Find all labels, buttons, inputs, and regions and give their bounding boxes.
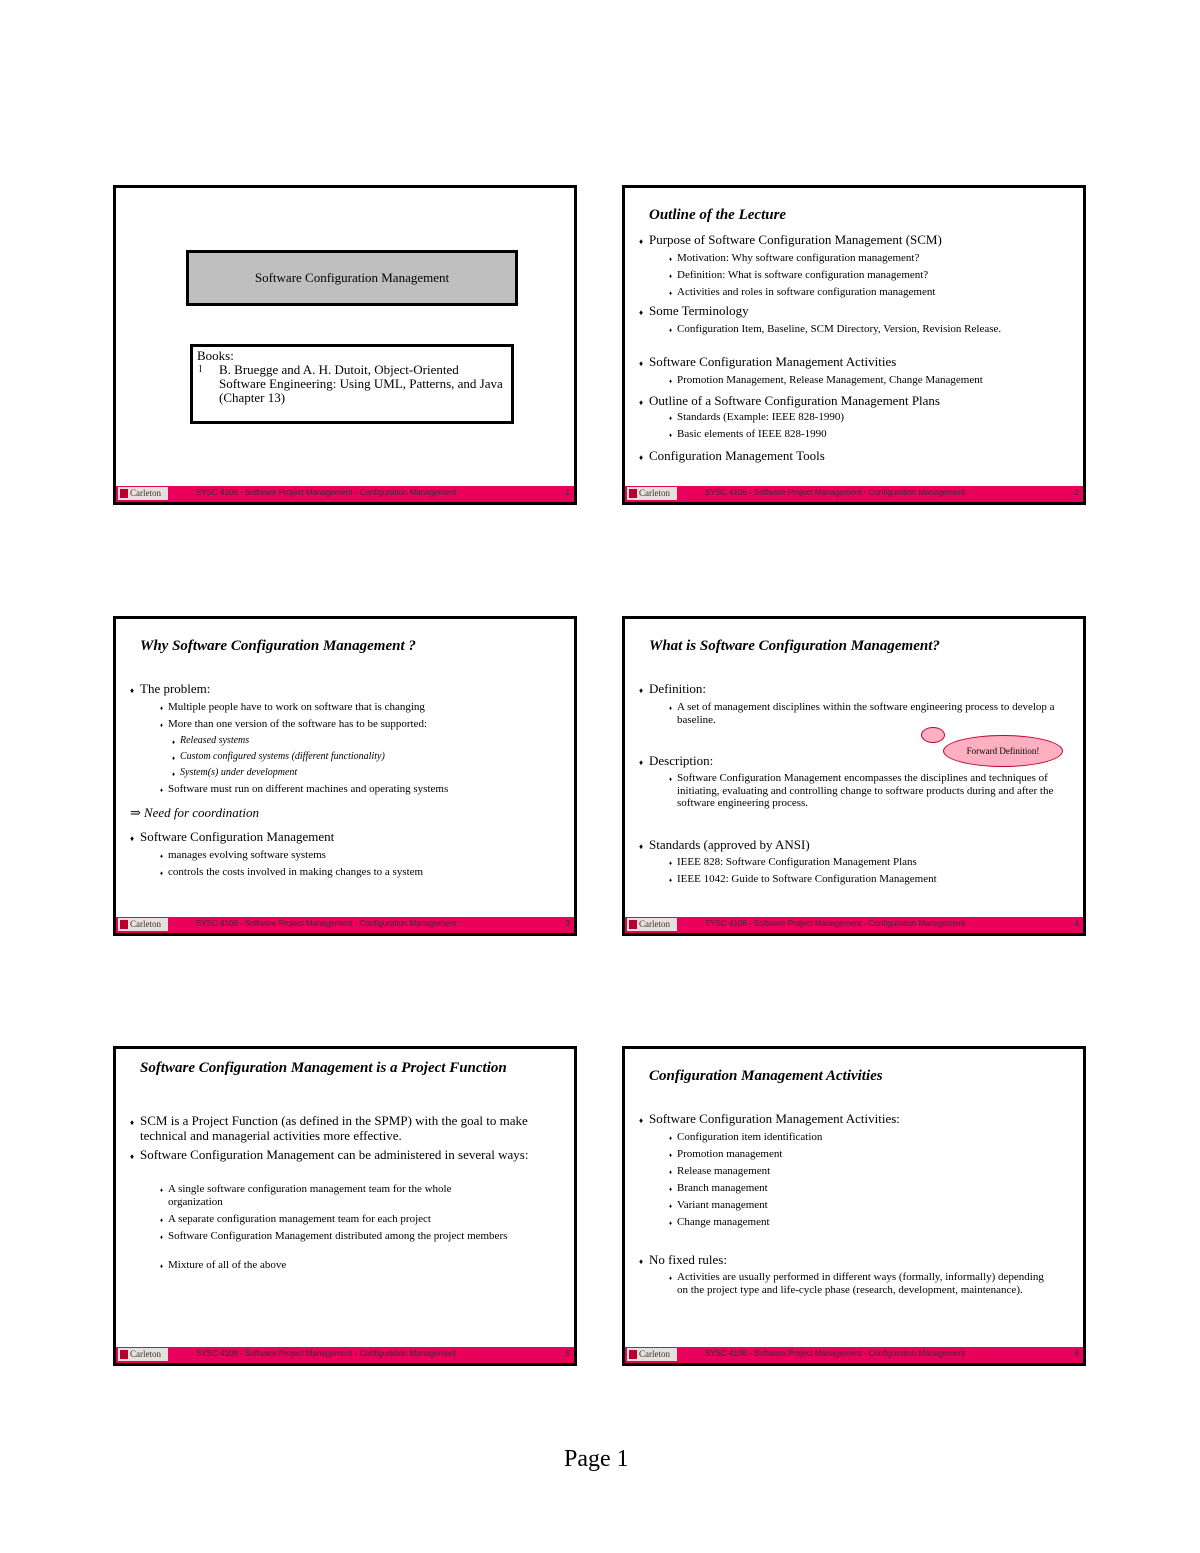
slide-title: Software Configuration Management: [254, 270, 450, 285]
coordination-note: ⇒ Need for coordination: [130, 805, 259, 820]
list-item: ♦ Release management: [677, 1165, 1057, 1178]
slide-title-box: [186, 250, 518, 306]
slide-footer: [116, 486, 574, 502]
callout-tail: [921, 727, 945, 743]
slide-title: Configuration Management Activities: [649, 1068, 883, 1084]
list-item: ♦ Software Configuration Management can be administered in several ways:: [140, 1147, 550, 1162]
slide-number: 4: [1074, 919, 1079, 928]
slide-2: [622, 185, 1086, 505]
list-item: ♦ Some Terminology: [649, 303, 1069, 318]
list-item: ♦ manages evolving software systems: [168, 849, 548, 862]
list-item: ♦ Activities are usually performed in different ways (formally, informally) depending on the project type and life-cycle phase (research, development, maintenance).: [677, 1271, 1057, 1296]
slide-number: 2: [1074, 488, 1079, 497]
list-item: ♦ Motivation: Why software configuration management?: [677, 252, 1057, 265]
list-item: ♦ IEEE 1042: Guide to Software Configuration Management: [677, 873, 1057, 886]
list-item: ♦ Configuration Item, Baseline, SCM Directory, Version, Revision Release.: [677, 323, 1017, 336]
list-item: ♦ No fixed rules:: [649, 1252, 1069, 1267]
list-item: ♦ Software Configuration Management: [140, 829, 560, 844]
slide-number: 6: [1074, 1349, 1079, 1358]
slide-title: Why Software Configuration Management ?: [140, 638, 416, 654]
list-item: ♦ SCM is a Project Function (as defined in the SPMP) with the goal to make technical and managerial activities more effective.: [140, 1113, 550, 1143]
list-item: ♦ Configuration item identification: [677, 1131, 1057, 1144]
slide-5: [113, 1046, 577, 1366]
slide-title: Outline of the Lecture: [649, 207, 787, 223]
carleton-logo: Carleton: [627, 1348, 677, 1361]
slide-title: Software Configuration Management is a Project Function: [140, 1060, 507, 1076]
list-item: ♦ Released systems: [180, 735, 249, 747]
slide-4: [622, 616, 1086, 936]
slide-number: 5: [565, 1349, 570, 1358]
slide-footer: [116, 917, 574, 933]
list-item: ♦ Activities and roles in software configuration management: [677, 286, 1057, 299]
footer-text: SYSC 4106 - Software Project Management - Configuration Management: [196, 1349, 457, 1358]
list-item: ♦ Promotion management: [677, 1148, 1057, 1161]
slide-1: [113, 185, 577, 505]
slide-footer: [625, 1347, 1083, 1363]
carleton-logo: Carleton: [118, 487, 168, 500]
carleton-logo: Carleton: [118, 918, 168, 931]
logo-mark-icon: [120, 920, 128, 929]
footer-text: SYSC 4106 - Software Project Management - Configuration Management: [196, 488, 457, 497]
list-item: ♦ Software Configuration Management encompasses the disciplines and techniques of initiating, evaluating and controlling change to software products during and after the software engineering process.: [677, 772, 1057, 810]
callout-text: Forward Definition!: [966, 746, 1040, 756]
books-label: Books:: [197, 348, 234, 363]
list-item: ♦ Multiple people have to work on software that is changing: [168, 701, 548, 714]
books-box: [190, 344, 514, 424]
footer-text: SYSC 4106 - Software Project Management - Configuration Management: [705, 488, 966, 497]
list-item: ♦ A separate configuration management team for each project: [168, 1213, 548, 1226]
slide-footer: [625, 917, 1083, 933]
arrow-icon: ⇒: [130, 805, 141, 820]
list-item: ♦ Configuration Management Tools: [649, 448, 1069, 463]
list-item: ♦ controls the costs involved in making changes to a system: [168, 866, 548, 879]
carleton-logo: Carleton: [627, 487, 677, 500]
list-item: ♦ Promotion Management, Release Management, Change Management: [677, 374, 1057, 387]
list-item: ♦ Standards (approved by ANSI): [649, 837, 1069, 852]
slide-number: 1: [565, 488, 570, 497]
list-item: ♦ Description:: [649, 753, 1069, 768]
list-item: ♦ Branch management: [677, 1182, 1057, 1195]
list-item: ♦ Basic elements of IEEE 828-1990: [677, 428, 1057, 441]
footer-text: SYSC 4106 - Software Project Management - Configuration Management: [705, 1349, 966, 1358]
slide-6: [622, 1046, 1086, 1366]
slide-3: [113, 616, 577, 936]
logo-mark-icon: [629, 489, 637, 498]
list-item: ♦ Variant management: [677, 1199, 1057, 1212]
list-item: ♦ Software Configuration Management distributed among the project members: [168, 1230, 528, 1243]
footer-text: SYSC 4106 - Software Project Management - Configuration Management: [196, 919, 457, 928]
list-item: ♦ Purpose of Software Configuration Management (SCM): [649, 232, 1069, 247]
list-item: ♦ Software Configuration Management Activities:: [649, 1111, 1069, 1126]
list-item: ♦ Custom configured systems (different functionality): [180, 751, 385, 763]
list-item: ♦ Software must run on different machines and operating systems: [168, 783, 548, 796]
list-item: ♦ The problem:: [140, 681, 560, 696]
logo-mark-icon: [120, 1350, 128, 1359]
book-bullet: l: [199, 364, 202, 375]
callout-cloud: [943, 735, 1063, 767]
list-item: ♦ More than one version of the software has to be supported:: [168, 718, 548, 731]
list-item: ♦ Definition:: [649, 681, 1069, 696]
footer-text: SYSC 4106 - Software Project Management - Configuration Management: [705, 919, 966, 928]
list-item: ♦ A set of management disciplines within the software engineering process to develop a baseline.: [677, 701, 1057, 726]
list-item: ♦ System(s) under development: [180, 767, 297, 779]
book-reference: B. Bruegge and A. H. Dutoit, Object-Oriented Software Engineering: Using UML, Patterns, and Java (Chapter 13): [219, 362, 503, 405]
logo-mark-icon: [629, 920, 637, 929]
list-item: ♦ IEEE 828: Software Configuration Management Plans: [677, 856, 1057, 869]
carleton-logo: Carleton: [627, 918, 677, 931]
slide-title: What is Software Configuration Management?: [649, 638, 940, 654]
list-item: ♦ Outline of a Software Configuration Management Plans: [649, 393, 1069, 408]
logo-mark-icon: [629, 1350, 637, 1359]
logo-mark-icon: [120, 489, 128, 498]
list-item: ♦ Standards (Example: IEEE 828-1990): [677, 411, 1057, 424]
list-item: ♦ Software Configuration Management Activities: [649, 354, 1069, 369]
slide-footer: [625, 486, 1083, 502]
list-item: ♦ Mixture of all of the above: [168, 1259, 548, 1272]
slide-footer: [116, 1347, 574, 1363]
carleton-logo: Carleton: [118, 1348, 168, 1361]
list-item: ♦ A single software configuration management team for the whole organization: [168, 1183, 508, 1208]
page-label: Page 1: [564, 1446, 629, 1472]
list-item: ♦ Change management: [677, 1216, 1057, 1229]
list-item: ♦ Definition: What is software configuration management?: [677, 269, 1057, 282]
slide-number: 3: [565, 919, 570, 928]
